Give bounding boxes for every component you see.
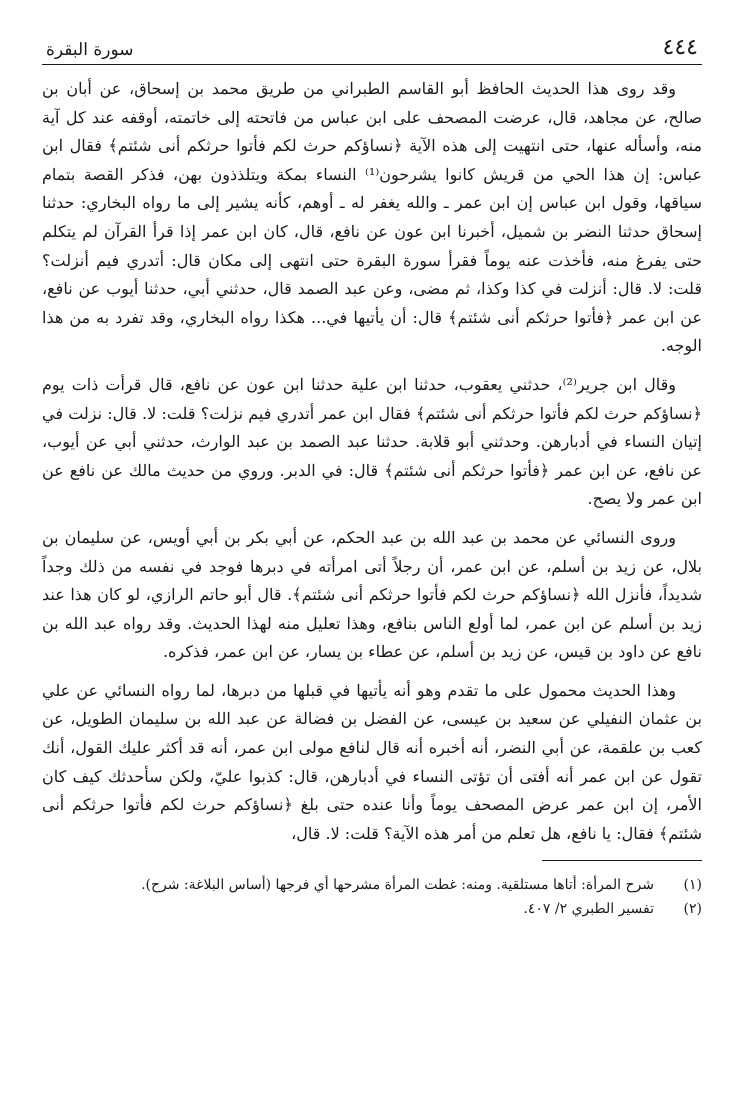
paragraph-3: وروى النسائي عن محمد بن عبد الله بن عبد الحكم، عن أبي بكر بن أبي أويس، عن سليمان بن بلال، عن زيد بن أسلم، عن ابن عمر، أن رجلاً أتى امرأته في دبرها فوجد في نفسه من ذلك وجداً شديداً، فأنزل الله ﴿نساؤكم حرث لكم فأتوا حرثكم أنى شئتم﴾. قال أبو حاتم الرازي، لو كان هذا عند زيد بن أسلم عن ابن عمر، لما أولع الناس بنافع، وهذا تعليل منه لهذا الحديث. وقد رواه عبد الله بن نافع عن داود بن قيس، عن زيد بن أسلم، عن عطاء بن يسار، عن ابن عمر، فذكره. — [42, 527, 703, 662]
paragraph-2: وقال ابن جرير⁽²⁾، حدثني يعقوب، حدثنا ابن علية حدثنا ابن عون عن نافع، قال قرأت ذات يوم ﴿نساؤكم حرث لكم فأتوا حرثكم أنى شئتم﴾ فقال ابن عمر أتدري فيم نزلت؟ قلت: لا. قال: نزلت في إتيان النساء في أدبارهن. وحدثني أبو قلابة. حدثنا عبد الصمد بن عبد الوارث، حدثني أبي عن أيوب، عن نافع، عن ابن عمر ﴿فأتوا حرثكم أنى شئتم﴾ قال: في الدبر. وروي من حديث مالك عن نافع عن ابن عمر ولا يصح. — [42, 374, 702, 509]
footnote-number: (٢) — [683, 901, 702, 918]
body-text — [42, 75, 702, 848]
paragraph-1: وقد روى هذا الحديث الحافظ أبو القاسم الطبراني من طريق محمد بن إسحاق، عن أبان بن صالح، عن مجاهد، قال، عرضت المصحف على ابن عباس من فاتحته إلى خاتمته، أوقفه عند كل آية منه، وأسأله عنها، حتى انتهيت إلى هذه الآية ﴿نساؤكم حرث لكم فأتوا حرثكم أنى شئتم﴾ فقال ابن عباس: إن هذا الحي من قريش كانوا يشرحون⁽¹⁾ النساء بمكة ويتلذذون بهن، فذكر القصة بتمام سياقها، وقول ابن عباس إن ابن عمر ـ والله يغفر له ـ أوهم، كأنه يشير إلى ما رواه البخاري: حدثنا إسحاق حدثنا النضر بن شميل، أخبرنا ابن عون عن نافع، قال، كان ابن عمر إذا قرأ القرآن لم يتكلم حتى يفرغ منه، فأخذت عنه يوماً فقرأ سورة البقرة حتى انتهى إلى مكان قال: أتدري فيم أنزلت؟ قلت: لا. قال: أنزلت في كذا وكذا، ثم مضى، وعن عبد الصمد قال، حدثني أبي، حدثنا أيوب عن نافع، عن ابن عمر ﴿فأتوا حرثكم أنى شئتم﴾ قال: أن يأتيها في... هكذا رواه البخاري، وقد تفرد به من هذا الوجه. — [42, 79, 702, 356]
footnote-divider — [542, 860, 702, 861]
paragraph-4: وهذا الحديث محمول على ما تقدم وهو أنه يأتيها في قبلها من دبرها، لما رواه النسائي عن علي بن عثمان النفيلي عن سعيد بن عيسى، عن الفضل بن فضالة عن عبد الله بن سليمان الطويل، عن كعب بن علقمة، عن أبي النضر، أنه أخبره أنه قال لنافع مولى ابن عمر، أنه قد أكثر عليك القول، أنك تقول عن ابن عمر أنه أفتى أن تؤتى النساء في أدبارهن، قال: كذبوا عليّ، ولكن سأحدثك كيف كان الأمر، إن ابن عمر عرض المصحف يوماً وأنا عنده حتى بلغ ﴿نساؤكم حرث لكم فأتوا حرثكم أنى شئتم﴾ فقال: يا نافع، هل تعلم من أمر هذه الآية؟ قلت: لا. قال، — [42, 680, 702, 843]
footnote-text: تفسير الطبري ٢/ ٤٠٧. — [523, 901, 654, 918]
surah-name: سورة البقرة — [46, 40, 134, 60]
page-number: ٤٤٤ — [662, 35, 698, 60]
running-header — [42, 30, 702, 65]
footnotes — [42, 873, 702, 921]
footnote-number: (١) — [683, 877, 702, 894]
footnote-1 — [42, 873, 702, 897]
footnote-2 — [42, 897, 702, 921]
footnote-text: شرح المرأة: أتاها مستلقية. ومنه: غطت المرأة مشرحها أي فرجها (أساس البلاغة: شرح). — [141, 877, 654, 894]
